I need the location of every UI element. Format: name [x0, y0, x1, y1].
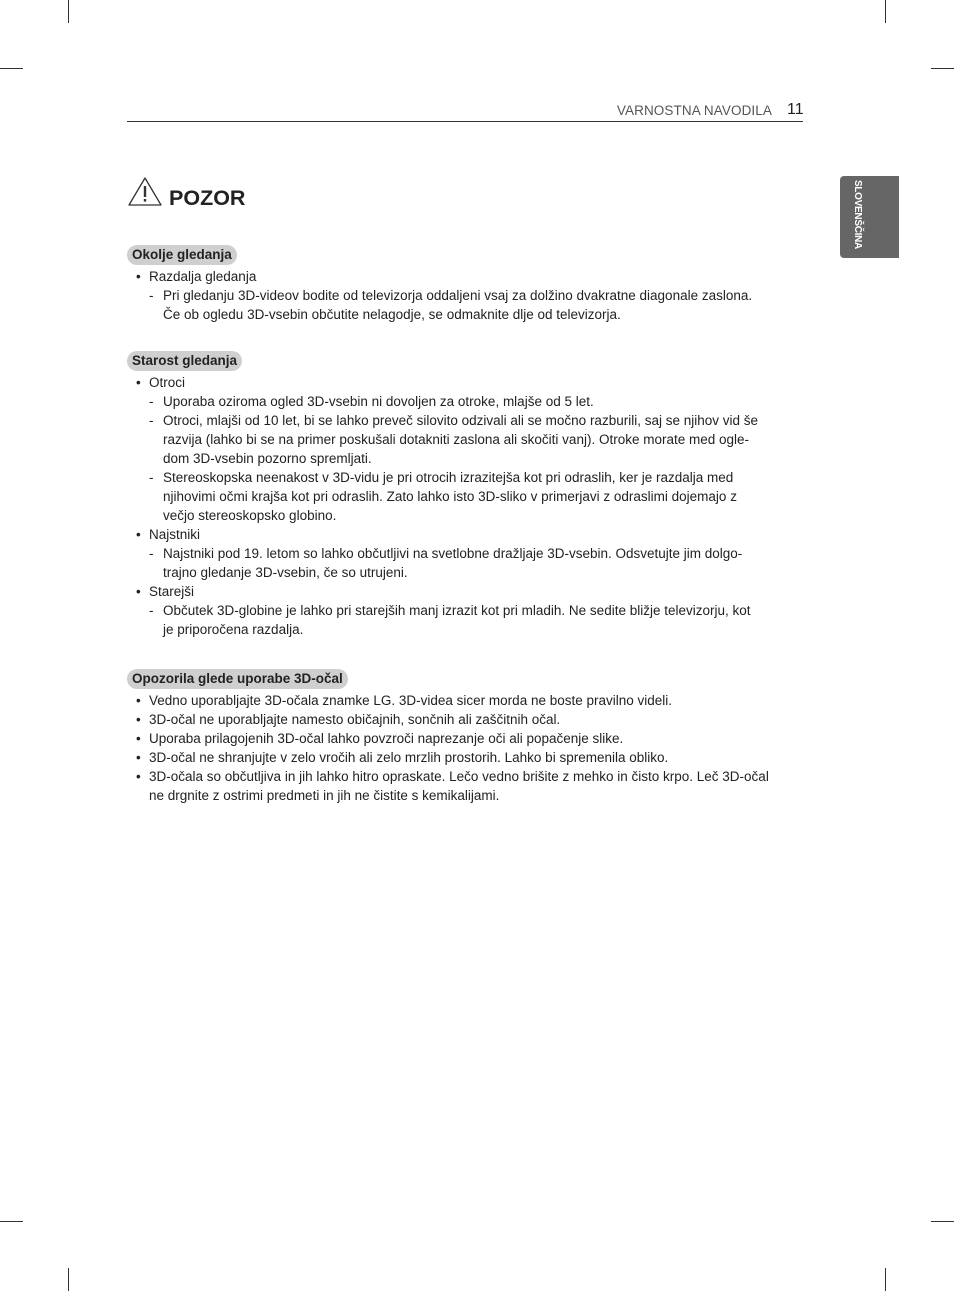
continuation-text: Če ob ogledu 3D-vsebin občutite nelagodje, se odmaknite dlje od televizorja.	[163, 307, 621, 322]
continuation-text: njihovimi očmi krajša kot pri odraslih. Zato lahko isto 3D-sliko v primerjavi z odraslimi dojemajo z	[163, 489, 737, 504]
bullet-marker: •	[136, 693, 141, 708]
continuation-text: trajno gledanje 3D-vsebin, če so utrujeni.	[163, 565, 408, 580]
caution-title: POZOR	[169, 186, 246, 210]
crop-mark	[68, 0, 69, 23]
bullet-marker: •	[136, 269, 141, 284]
bullet-marker: •	[136, 584, 141, 599]
page-number: 11	[787, 101, 804, 118]
sub-item-text: Najstniki pod 19. letom so lahko občutljivi na svetlobne dražljaje 3D-vsebin. Odsvetujte jim dolgo-	[163, 546, 743, 561]
bullet-item-text: Otroci	[149, 375, 186, 390]
dash-marker: -	[149, 288, 154, 303]
crop-mark	[885, 0, 886, 23]
sub-item-text: Uporaba oziroma ogled 3D-vsebin ni dovoljen za otroke, mlajše od 5 let.	[163, 394, 594, 409]
crop-mark	[931, 1221, 954, 1222]
bullet-item-text: 3D-očala so občutljiva in jih lahko hitro opraskate. Lečo vedno brišite z mehko in čisto krpo. Leč 3D-očal	[149, 769, 769, 784]
bullet-item-text: Najstniki	[149, 527, 201, 542]
sub-item-text: Pri gledanju 3D-videov bodite od televizorja oddaljeni vsaj za dolžino dvakratne diagonale zaslona.	[163, 288, 753, 303]
section-label: Opozorila glede uporabe 3D-očal	[127, 669, 348, 689]
language-tab-label: SLOVENŠČINA	[852, 180, 863, 249]
dash-marker: -	[149, 546, 154, 561]
crop-mark	[0, 68, 23, 69]
bullet-item-text: Vedno uporabljajte 3D-očala znamke LG. 3D-videa sicer morda ne boste pravilno videli.	[149, 693, 673, 708]
crop-mark	[885, 1268, 886, 1291]
warning-triangle-icon	[127, 176, 163, 207]
bullet-item-text: Uporaba prilagojenih 3D-očal lahko povzroči naprezanje oči ali popačenje slike.	[149, 731, 624, 746]
bullet-marker: •	[136, 375, 141, 390]
continuation-text: je priporočena razdalja.	[163, 622, 304, 637]
sub-item-text: Otroci, mlajši od 10 let, bi se lahko preveč silovito odzivali ali se močno razburili, saj se njihov vid še	[163, 413, 759, 428]
continuation-text: dom 3D-vsebin pozorno spremljati.	[163, 451, 372, 466]
dash-marker: -	[149, 394, 154, 409]
header-rule	[127, 121, 803, 122]
language-side-tab	[840, 176, 899, 258]
continuation-text: večjo stereoskopsko globino.	[163, 508, 337, 523]
crop-mark	[931, 68, 954, 69]
bullet-item-text: 3D-očal ne uporabljajte namesto običajnih, sončnih ali zaščitnih očal.	[149, 712, 561, 727]
crop-mark	[68, 1268, 69, 1291]
dash-marker: -	[149, 603, 154, 618]
section-label: Okolje gledanja	[127, 245, 237, 265]
bullet-marker: •	[136, 712, 141, 727]
dash-marker: -	[149, 413, 154, 428]
bullet-marker: •	[136, 527, 141, 542]
bullet-marker: •	[136, 750, 141, 765]
continuation-text: ne drgnite z ostrimi predmeti in jih ne čistite s kemikalijami.	[149, 788, 500, 803]
bullet-item-text: Razdalja gledanja	[149, 269, 257, 284]
section-label: Starost gledanja	[127, 351, 242, 371]
bullet-marker: •	[136, 731, 141, 746]
header-section-title: VARNOSTNA NAVODILA	[616, 103, 772, 118]
dash-marker: -	[149, 470, 154, 485]
bullet-item-text: 3D-očal ne shranjujte v zelo vročih ali zelo mrzlih prostorih. Lahko bi spremenila obliko.	[149, 750, 669, 765]
continuation-text: razvija (lahko bi se na primer poskušali dotakniti zaslona ali skočiti vanj). Otroke morate med ogle-	[163, 432, 750, 447]
crop-mark	[0, 1221, 23, 1222]
bullet-marker: •	[136, 769, 141, 784]
sub-item-text: Občutek 3D-globine je lahko pri starejših manj izrazit kot pri mladih. Ne sedite bližje televizorju, kot	[163, 603, 751, 618]
bullet-item-text: Starejši	[149, 584, 195, 599]
sub-item-text: Stereoskopska neenakost v 3D-vidu je pri otrocih izrazitejša kot pri odraslih, ker je razdalja med	[163, 470, 734, 485]
